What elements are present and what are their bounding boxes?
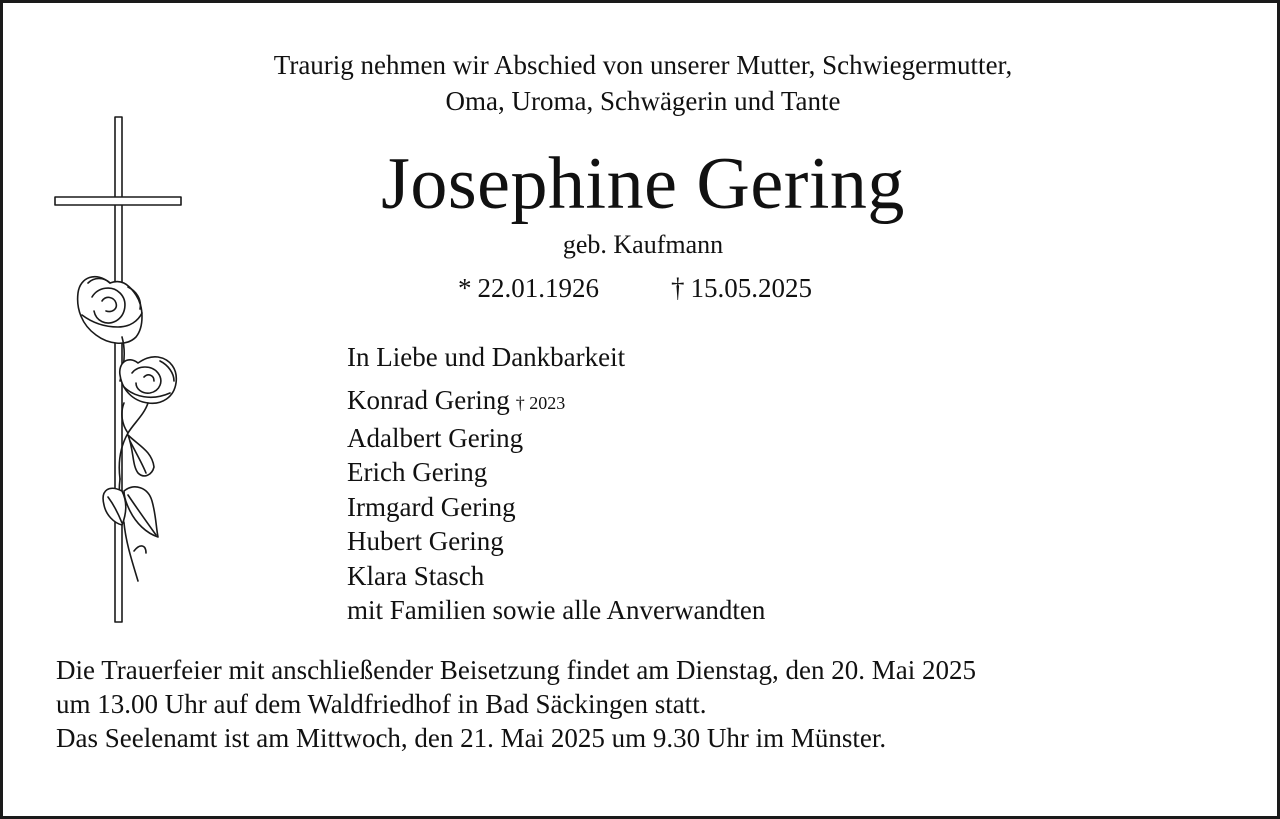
mourner-death-note: † 2023 xyxy=(515,393,566,413)
death-date-line xyxy=(671,271,812,305)
birth-symbol: * xyxy=(458,273,472,303)
mourners-heading: In Liebe und Dankbarkeit xyxy=(347,342,626,372)
intro-text xyxy=(3,47,1280,119)
maiden-name: geb. Kaufmann xyxy=(562,230,724,259)
deceased-name: Josephine Gering xyxy=(381,143,905,225)
intro-line-1: Traurig nehmen wir Abschied von unserer Mutter, Schwiegermutter, xyxy=(273,50,1013,80)
mourner-irmgard: Irmgard Gering xyxy=(347,491,516,522)
rose-lower xyxy=(120,357,177,403)
mourner-konrad xyxy=(347,383,765,421)
death-symbol: † xyxy=(671,273,685,303)
birth-date: 22.01.1926 xyxy=(477,273,599,303)
ceremony-line-3: Das Seelenamt ist am Mittwoch, den 21. Mai 2025 um 9.30 Uhr im Münster. xyxy=(56,723,887,753)
mourner-name: Konrad Gering xyxy=(347,385,510,415)
mourners-block xyxy=(347,339,765,628)
ceremony-line-1: Die Trauerfeier mit anschließender Beisetzung findet am Dienstag, den 20. Mai 2025 xyxy=(56,655,977,685)
ceremony-details xyxy=(56,653,976,755)
ceremony-line-2: um 13.00 Uhr auf dem Waldfriedhof in Bad Säckingen statt. xyxy=(56,689,707,719)
birth-date-line xyxy=(458,271,599,305)
mourner-adalbert: Adalbert Gering xyxy=(347,422,524,453)
death-date: 15.05.2025 xyxy=(690,273,812,303)
intro-line-2: Oma, Uroma, Schwägerin und Tante xyxy=(445,86,841,116)
mourner-families: mit Familien sowie alle Anverwandten xyxy=(347,595,766,625)
mourner-erich: Erich Gering xyxy=(347,457,488,487)
mourner-klara: Klara Stasch xyxy=(347,560,485,591)
mourner-hubert: Hubert Gering xyxy=(347,526,504,556)
rose-upper xyxy=(78,277,142,344)
